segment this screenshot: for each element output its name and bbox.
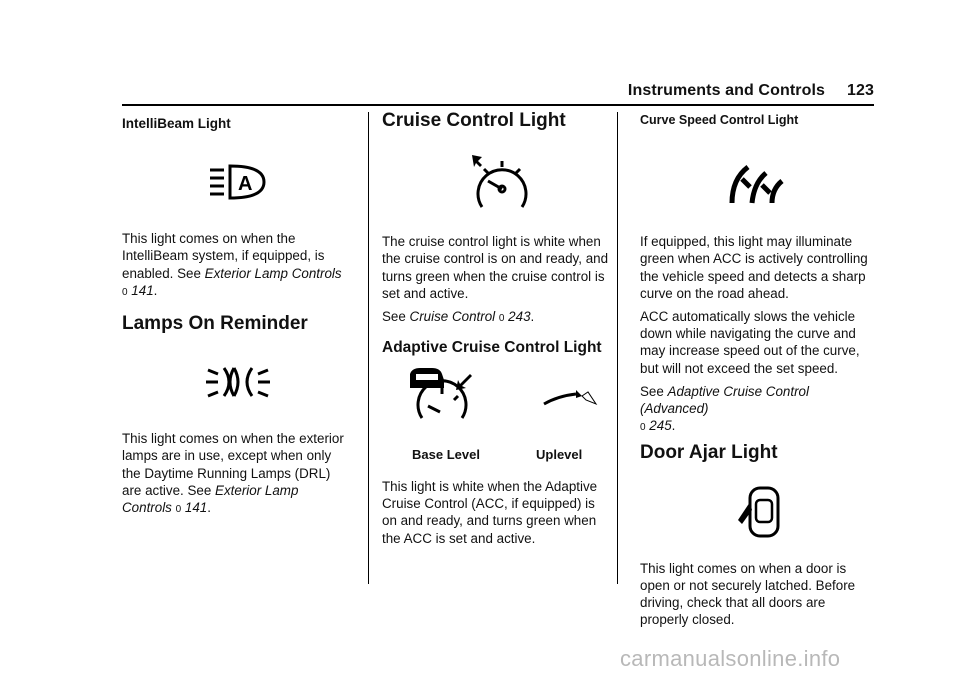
door-ajar-icon — [736, 486, 868, 538]
cruise-control-icon — [470, 153, 610, 209]
lamps-on-text: This light comes on when the exterior lamps are in use, except when only the Daytime Running Lamps (DRL) are active. See Exterior Lamp Controls 0 141. — [122, 431, 344, 516]
intellibeam-ref-title[interactable]: Exterior Lamp Controls — [204, 265, 342, 281]
column-3 — [640, 112, 868, 634]
cruise-ref-title[interactable]: Cruise Control — [409, 309, 496, 325]
xref-symbol: 0 — [122, 286, 128, 298]
curve-heading: Curve Speed Control Light — [640, 113, 799, 127]
acc-caption-base: Base Level — [412, 447, 480, 462]
lamps-on-ref-title[interactable]: Exterior Lamp Controls — [122, 482, 299, 516]
acc-uplevel-icon — [542, 390, 598, 412]
curve-see: See Adaptive Cruise Control (Advanced) 0 245. — [640, 383, 809, 434]
lamps-on-ref-page[interactable]: 141 — [184, 500, 208, 516]
intellibeam-ref-page[interactable]: 141 — [131, 282, 154, 298]
door-ajar-text: This light comes on when a door is open or not securely latched. Before driving, check that all doors are properly closed. — [640, 560, 856, 628]
curve-ref-page[interactable]: 245 — [649, 418, 672, 434]
watermark: carmanualsonline.info — [620, 646, 841, 671]
intellibeam-heading: IntelliBeam Light — [122, 116, 231, 131]
column-divider-1 — [368, 112, 369, 584]
acc-heading: Adaptive Cruise Control Light — [382, 339, 602, 357]
cruise-text: The cruise control light is white when the cruise control is on and ready, and turns green when the cruise control is set and active. — [382, 234, 609, 301]
column-divider-2 — [617, 112, 618, 584]
acc-base-level-icon — [408, 366, 474, 422]
acc-text: This light is white when the Adaptive Cruise Control (ACC, if equipped) is on and ready, and turns green when the ACC is set and active. — [382, 479, 598, 546]
page-header — [628, 82, 874, 100]
curve-text-2: ACC automatically slows the vehicle down while navigating the curve and may increase speed out of the curve, but will not exceed the set speed. — [640, 309, 860, 376]
section-title: Instruments and Controls — [627, 82, 825, 99]
header-rule — [122, 104, 874, 106]
cruise-ref-page[interactable]: 243 — [508, 309, 531, 325]
page-number: 123 — [847, 82, 874, 99]
curve-ref-title[interactable]: Adaptive Cruise Control (Advanced) — [640, 383, 809, 417]
column-2 — [382, 110, 610, 546]
svg-text:A: A — [238, 173, 253, 196]
curve-speed-icon — [726, 163, 868, 209]
intellibeam-text: This light comes on when the IntelliBeam system, if equipped, is enabled. See Exterior Lamp Controls 0 141. — [122, 231, 342, 298]
cruise-heading: Cruise Control Light — [382, 110, 566, 131]
curve-text-1: If equipped, this light may illuminate green when ACC is actively controlling the vehicle speed and detects a sharp curve on the road ahead. — [640, 234, 868, 301]
lamps-on-heading: Lamps On Reminder — [122, 313, 308, 335]
acc-caption-uplevel: Uplevel — [536, 447, 583, 462]
intellibeam-icon — [208, 162, 350, 204]
lamps-on-icon — [204, 362, 350, 402]
cruise-see: See Cruise Control 0 243. — [382, 309, 535, 325]
door-ajar-heading: Door Ajar Light — [640, 442, 778, 464]
column-1 — [122, 112, 350, 524]
